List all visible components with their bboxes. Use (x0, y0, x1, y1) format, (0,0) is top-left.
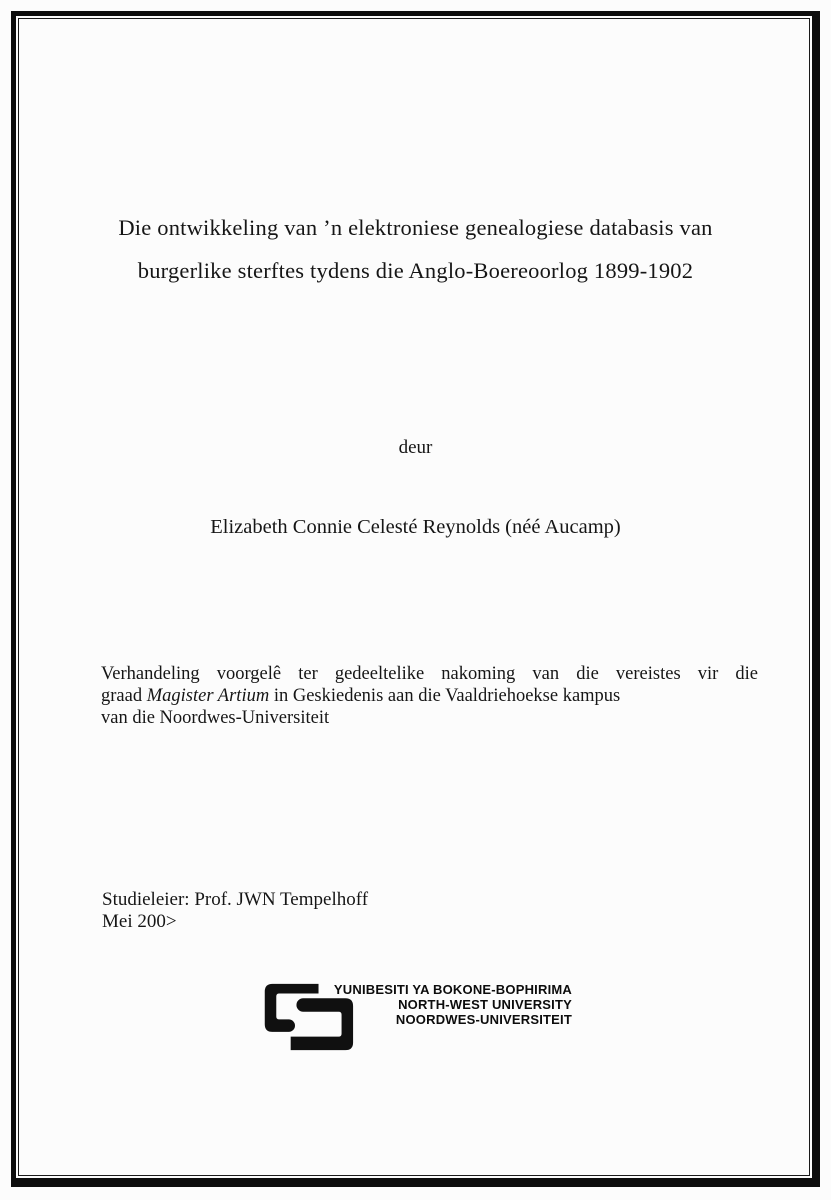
university-logo-block (257, 978, 587, 1058)
byline-label: deur (398, 437, 433, 458)
degree-name: Magister Artium (146, 685, 270, 706)
degree-statement (101, 664, 758, 729)
supervisor-line: Studieleier: Prof. JWN Tempelhoff (102, 889, 369, 910)
university-name-setswana: YUNIBESITI YA BOKONE-BOPHIRIMA (333, 982, 572, 997)
university-name-english: NORTH-WEST UNIVERSITY (398, 997, 572, 1012)
thesis-title-line-2: burgerlike sterftes tydens die Anglo-Boereoorlog 1899-1902 (137, 258, 694, 283)
thesis-title (50, 206, 781, 292)
degree-statement-line-2 (101, 686, 758, 708)
date-line: Mei 200> (102, 911, 177, 932)
university-name-afrikaans: NOORDWES-UNIVERSITEIT (395, 1012, 572, 1027)
author-name: Elizabeth Connie Celesté Reynolds (néé Aucamp) (210, 516, 621, 538)
degree-statement-line-2-prefix: graad (101, 685, 147, 706)
thesis-title-line-1: Die ontwikkeling van ’n elektroniese genealogiese databasis van (118, 215, 713, 240)
degree-statement-line-1: Verhandeling voorgelê ter gedeeltelike nakoming van die vereistes vir die (101, 664, 758, 684)
university-names (321, 982, 572, 1027)
degree-statement-line-2-suffix: in Geskiedenis aan die Vaaldriehoekse kampus (269, 685, 621, 706)
degree-statement-line-3: van die Noordwes-Universiteit (101, 707, 330, 728)
